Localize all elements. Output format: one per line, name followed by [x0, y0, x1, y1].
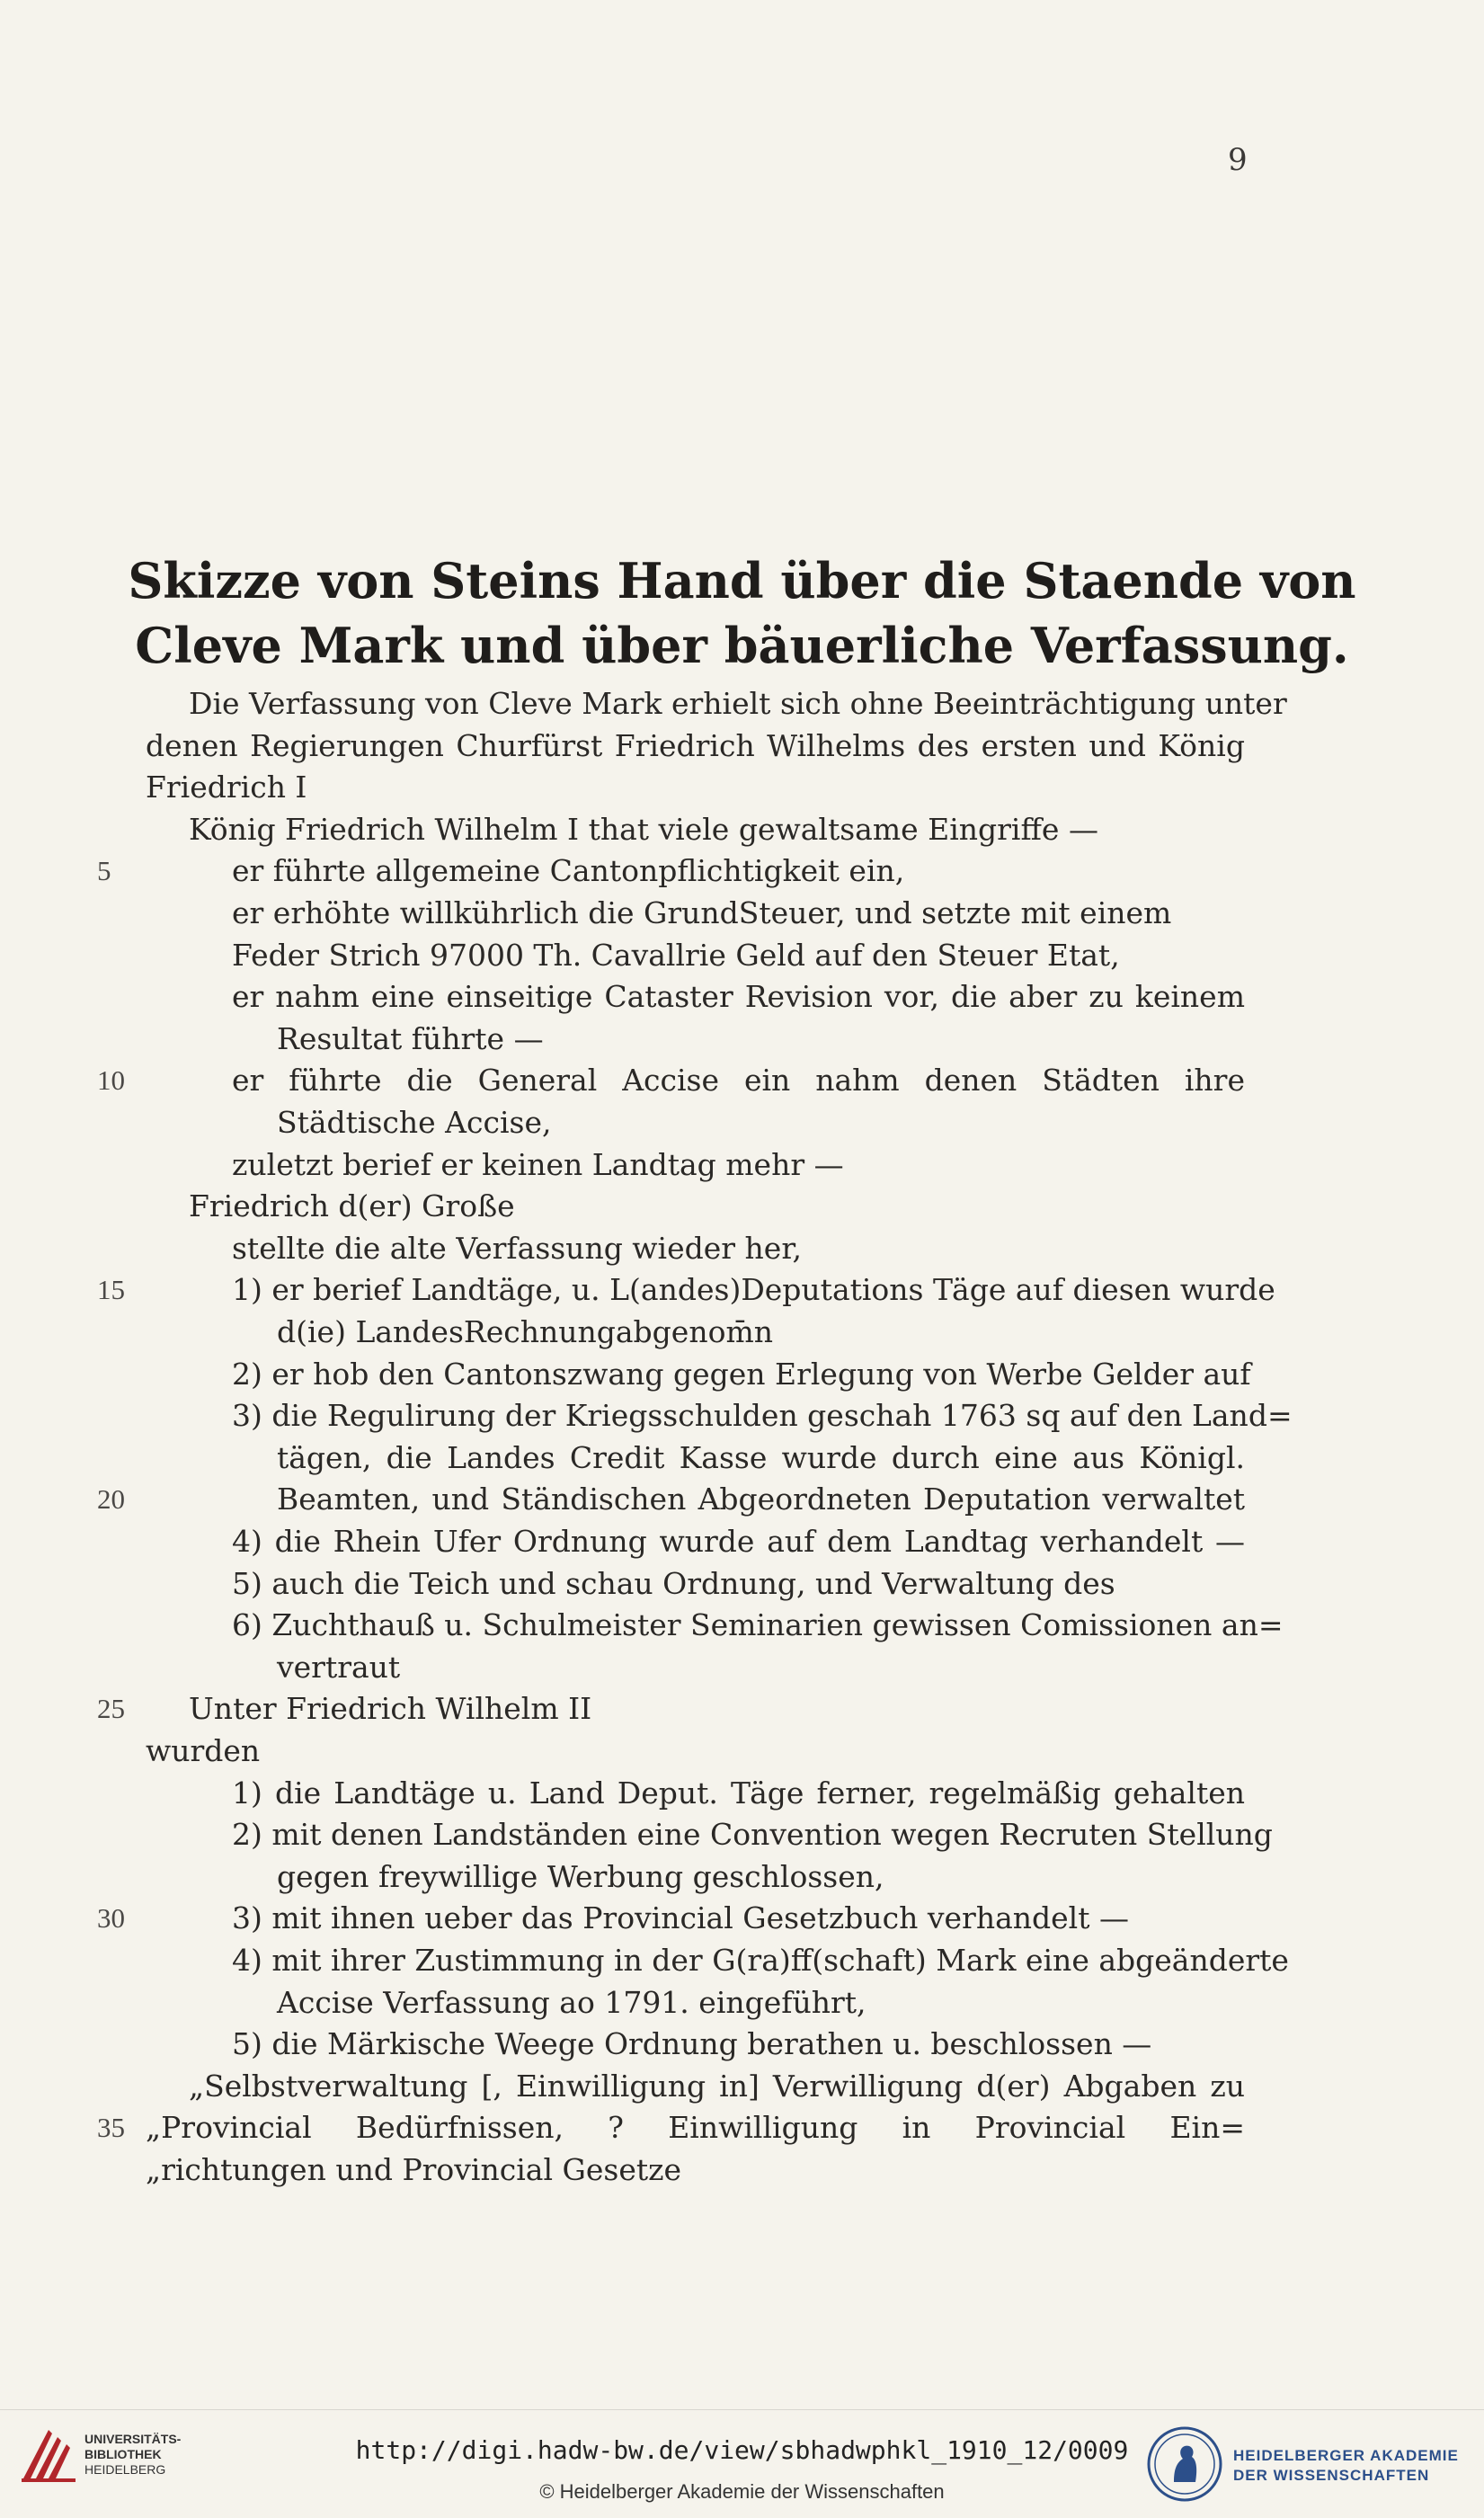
line-text: stellte die alte Verfassung wieder her, [232, 1230, 802, 1266]
line-text: Beamten, und Ständischen Abgeordneten Deputation verwaltet [277, 1481, 1245, 1517]
text-line [0, 2066, 1484, 2107]
line-text: König Friedrich Wilhelm I that viele gewaltsame Eingriffe — [189, 811, 1098, 847]
heading-line-1: Skizze von Steins Hand über die Staende von [128, 552, 1356, 609]
line-text: er erhöhte willkührlich die GrundSteuer, und setzte mit einem [232, 895, 1172, 930]
text-line [0, 1731, 1484, 1772]
text-line [0, 1814, 1484, 1855]
line-text: 2) er hob den Cantonszwang gegen Erlegung von Werbe Gelder auf [232, 1356, 1251, 1392]
text-line [0, 893, 1484, 934]
text-line [0, 1856, 1484, 1898]
academy-seal-icon [1147, 2426, 1222, 2502]
line-number: 35 [97, 2112, 125, 2144]
text-line [0, 1982, 1484, 2024]
line-text: 3) mit ihnen ueber das Provincial Gesetzbuch verhandelt — [232, 1900, 1129, 1936]
text-line [0, 1019, 1484, 1060]
line-text: Städtische Accise, [277, 1105, 552, 1140]
line-text: d(ie) LandesRechnungabgenom̄n [277, 1314, 773, 1349]
text-line [0, 1940, 1484, 1981]
line-text: Unter Friedrich Wilhelm II [189, 1691, 592, 1727]
line-text: er nahm eine einseitige Cataster Revision vor, die aber zu keinem [232, 979, 1245, 1015]
line-text: vertraut [277, 1649, 401, 1685]
text-line [0, 2149, 1484, 2191]
source-url-link[interactable]: http://digi.hadw-bw.de/view/sbhadwphkl_1910_12/0009 [355, 2435, 1129, 2465]
uni-line-1: UNIVERSITÄTS- [84, 2432, 182, 2446]
text-line [0, 1898, 1484, 1939]
line-text: „Provincial Bedürfnissen, ? Einwilligung in Provincial Ein= [146, 2110, 1245, 2146]
line-text: Friedrich I [146, 770, 307, 805]
line-text: er führte die General Accise ein nahm denen Städten ihre [232, 1063, 1245, 1099]
line-text: Accise Verfassung ao 1791. eingeführt, [277, 1984, 866, 2020]
line-text: denen Regierungen Churfürst Friedrich Wilhelms des ersten und König [146, 727, 1245, 763]
text-line [0, 1354, 1484, 1395]
text-line [0, 767, 1484, 808]
text-line [0, 1773, 1484, 1814]
uni-line-2: BIBLIOTHEK [84, 2447, 162, 2461]
line-text: 1) die Landtäge u. Land Deput. Täge ferner, regelmäßig gehalten [232, 1775, 1245, 1811]
text-line [0, 1060, 1484, 1101]
text-line [0, 976, 1484, 1018]
text-line [0, 850, 1484, 892]
line-number: 25 [97, 1693, 125, 1725]
footer [0, 2409, 1484, 2518]
line-text: „Selbstverwaltung [, Einwilligung in] Verwilligung d(er) Abgaben zu [189, 2068, 1245, 2104]
line-text: 5) auch die Teich und schau Ordnung, und Verwaltung des [232, 1565, 1115, 1601]
text-line [0, 1228, 1484, 1269]
academy-name [1233, 2446, 1459, 2486]
text-line [0, 2107, 1484, 2149]
text-line [0, 1102, 1484, 1143]
line-text: 3) die Regulirung der Kriegsschulden geschah 1763 sq auf den Land= [232, 1398, 1293, 1434]
academy-line-1: HEIDELBERGER AKADEMIE [1233, 2447, 1459, 2464]
line-number: 10 [97, 1064, 125, 1097]
line-text: zuletzt berief er keinen Landtag mehr — [232, 1146, 844, 1182]
text-line [0, 2024, 1484, 2065]
heading-line-2: Cleve Mark und über bäuerliche Verfassung. [135, 617, 1349, 674]
line-text: 2) mit denen Landständen eine Convention wegen Recruten Stellung [232, 1817, 1273, 1853]
text-line [0, 1395, 1484, 1437]
text-line [0, 1312, 1484, 1353]
line-number: 30 [97, 1902, 125, 1935]
text-line [0, 1269, 1484, 1311]
text-line [0, 1437, 1484, 1479]
document-heading [90, 548, 1394, 678]
text-line [0, 1521, 1484, 1562]
line-text: Feder Strich 97000 Th. Cavallrie Geld auf den Steuer Etat, [232, 937, 1120, 973]
line-text: „richtungen und Provincial Gesetze [146, 2152, 682, 2187]
line-text: 1) er berief Landtäge, u. L(andes)Deputations Täge auf diesen wurde [232, 1272, 1275, 1308]
text-line [0, 683, 1484, 725]
text-line [0, 1563, 1484, 1605]
copyright-notice: © Heidelberger Akademie der Wissenschaften [539, 2480, 945, 2503]
line-text: Resultat führte — [277, 1020, 544, 1056]
line-text: 6) Zuchthauß u. Schulmeister Seminarien gewissen Comissionen an= [232, 1607, 1284, 1643]
line-text: wurden [146, 1733, 261, 1768]
line-number: 15 [97, 1274, 125, 1306]
text-line [0, 1688, 1484, 1730]
line-text: Die Verfassung von Cleve Mark erhielt sich ohne Beeinträchtigung unter [189, 686, 1287, 721]
line-text: tägen, die Landes Credit Kasse wurde durch eine aus Königl. [277, 1439, 1245, 1475]
text-line [0, 1479, 1484, 1520]
line-text: 5) die Märkische Weege Ordnung berathen u. beschlossen — [232, 2026, 1152, 2062]
text-line [0, 809, 1484, 850]
uni-line-3: HEIDELBERG [84, 2462, 166, 2477]
page-number: 9 [1228, 142, 1248, 178]
line-text: Friedrich d(er) Große [189, 1188, 515, 1224]
line-text: er führte allgemeine Cantonpflichtigkeit ein, [232, 853, 905, 889]
text-line [0, 935, 1484, 976]
text-line [0, 1186, 1484, 1227]
line-number: 20 [97, 1483, 125, 1516]
text-line [0, 1144, 1484, 1186]
text-line [0, 1605, 1484, 1646]
line-number: 5 [97, 855, 111, 887]
academy-line-2: DER WISSENSCHAFTEN [1233, 2467, 1430, 2484]
line-text: gegen freywillige Werbung geschlossen, [277, 1858, 884, 1894]
line-text: 4) mit ihrer Zustimmung in der G(ra)ff(schaft) Mark eine abgeänderte [232, 1943, 1289, 1978]
text-line [0, 725, 1484, 767]
text-line [0, 1647, 1484, 1688]
line-text: 4) die Rhein Ufer Ordnung wurde auf dem Landtag verhandelt — [232, 1524, 1245, 1559]
